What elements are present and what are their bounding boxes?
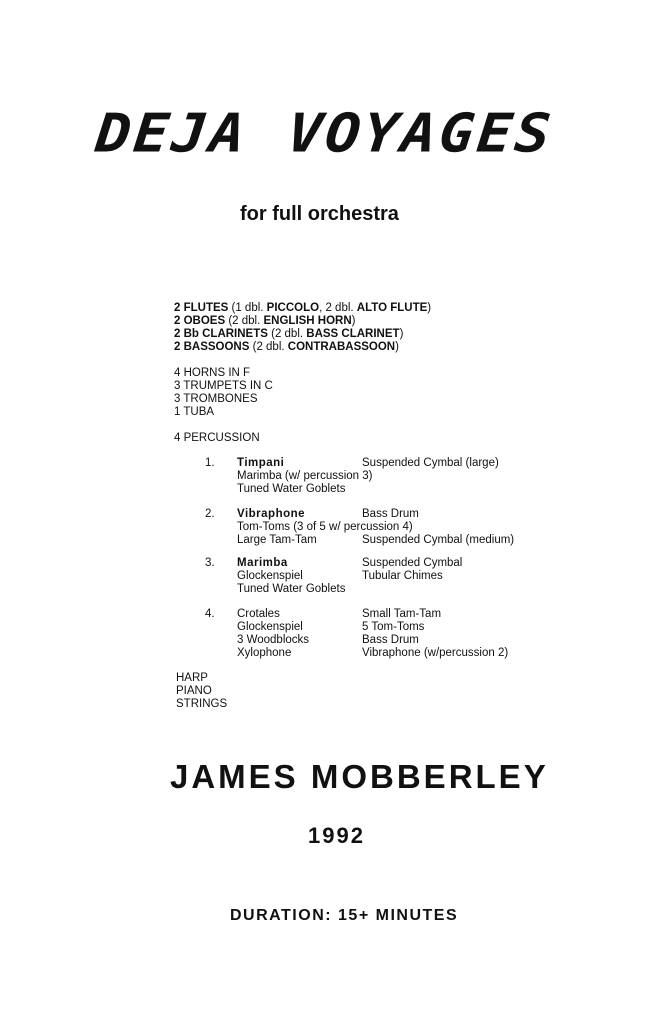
work-title [93,101,570,165]
instrument-name: 2 FLUTES [174,302,229,314]
woodwind-line [174,341,399,354]
instrument-item: Suspended Cymbal (large) [362,457,499,469]
instrument-item: Suspended Cymbal (medium) [362,534,515,546]
brass-line: 3 TROMBONES [174,393,258,405]
brass-line: 1 TUBA [174,406,215,418]
percussion-heading: 4 PERCUSSION [174,432,260,444]
woodwind-line [174,302,431,315]
doubling-text: ) [399,328,404,340]
title-word-2: VOYAGES [284,101,557,165]
instrument-item: Crotales [237,608,280,620]
player-number: 1. [205,457,215,469]
instrument-name: 2 BASSOONS [174,341,250,353]
duration: DURATION: 15+ MINUTES [230,907,459,924]
instrument-item: Glockenspiel [237,570,303,582]
doubling-instrument: ENGLISH HORN [263,315,352,327]
doubling-text: ) [427,302,432,314]
player-number: 4. [205,608,215,620]
doubling-text: (1 dbl. [228,302,267,314]
instrument-item: Vibraphone (w/percussion 2) [362,647,509,659]
instrument-item: Bass Drum [362,634,419,646]
instrument-item: Suspended Cymbal [362,557,463,569]
player-number: 3. [205,557,215,569]
subtitle: for full orchestra [240,203,399,225]
instrument-item: Small Tam-Tam [362,608,442,620]
other-instrument: HARP [176,672,208,684]
instrument-item: Tom-Toms (3 of 5 w/ percussion 4) [237,521,413,533]
composer-name: JAMES MOBBERLEY [170,758,549,795]
title-word-1: DEJA [92,101,251,165]
doubling-instrument: PICCOLO [266,302,320,314]
instrument-item: Bass Drum [362,508,419,520]
doubling-instrument: ALTO FLUTE [356,302,428,314]
instrument-item: Tuned Water Goblets [237,483,346,495]
other-instrument: STRINGS [176,698,228,710]
doubling-text: ) [395,341,399,353]
doubling-instrument: CONTRABASSOON [287,341,396,353]
instrument-item: Glockenspiel [237,621,303,633]
instrument-item: Tuned Water Goblets [237,583,346,595]
instrument-name: 2 Bb CLARINETS [174,328,268,340]
instrument-item: Vibraphone [237,508,306,520]
instrument-item: 3 Woodblocks [237,634,310,646]
doubling-text: , 2 dbl. [319,302,357,314]
other-instrument: PIANO [176,685,212,697]
instrument-item: Large Tam-Tam [237,534,317,546]
instrument-item: Timpani [237,457,285,469]
instrument-item: 5 Tom-Toms [362,621,425,633]
doubling-text: (2 dbl. [249,341,288,353]
brass-line: 3 TRUMPETS IN C [174,380,273,392]
instrument-name: 2 OBOES [174,315,226,327]
instrument-item: Marimba (w/ percussion 3) [237,470,373,482]
player-number: 2. [205,508,215,520]
instrument-item: Tubular Chimes [362,570,443,582]
doubling-text: ) [351,315,356,327]
doubling-text: (2 dbl. [225,315,264,327]
instrument-item: Xylophone [237,647,292,659]
composition-year: 1992 [308,823,365,848]
woodwind-line [174,328,403,341]
brass-line: 4 HORNS IN F [174,367,251,379]
instrument-item: Marimba [237,557,288,569]
doubling-text: (2 dbl. [267,328,307,340]
doubling-instrument: BASS CLARINET [306,328,400,340]
woodwind-line [174,315,356,328]
